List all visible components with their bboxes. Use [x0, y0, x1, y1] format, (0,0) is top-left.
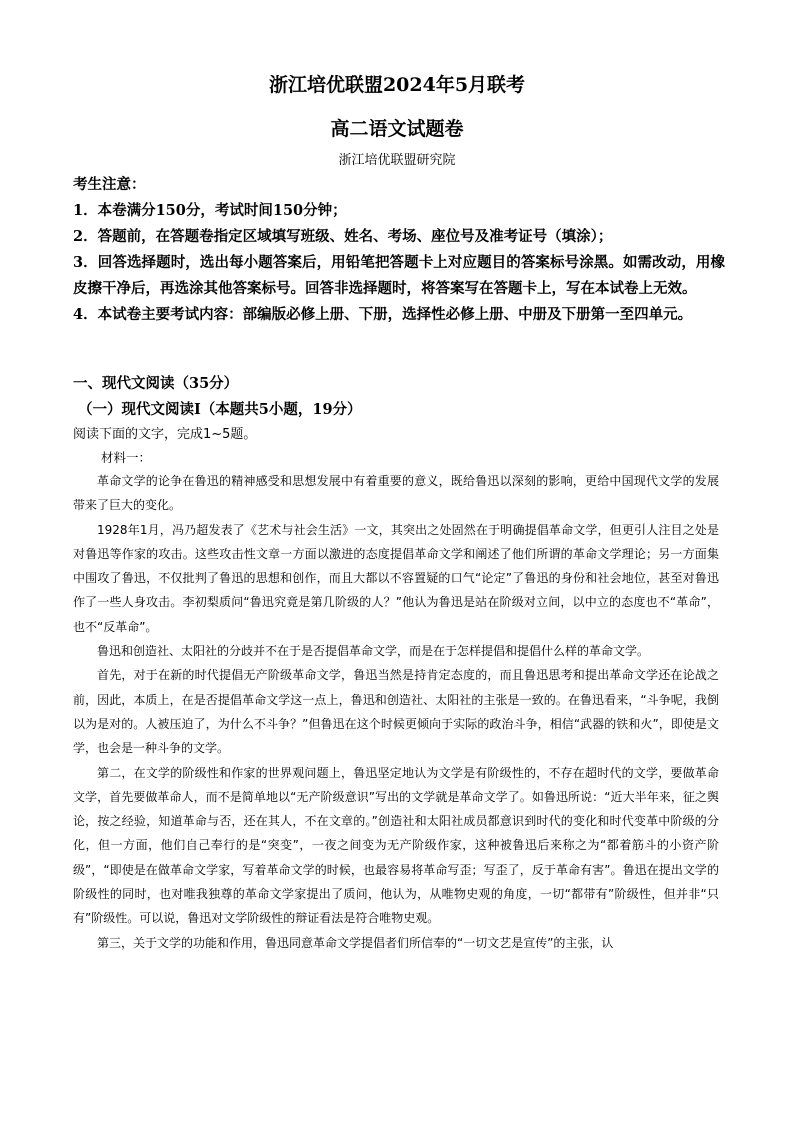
note-item: 2．答题前，在答题卷指定区域填写班级、姓名、考场、座位号及准考证号（填涂）；: [73, 228, 613, 245]
part-title: 一、现代文阅读（35分）: [73, 375, 239, 392]
note-item: 4．本试卷主要考试内容：部编版必修上册、下册，选择性必修上册、中册及下册第一至四单元。: [73, 306, 693, 323]
passage-paragraph: 1928年1月，冯乃超发表了《艺术与社会生活》一文，其突出之处固然在于明确提倡革命文学，但更引人注目之处是对鲁迅等作家的攻击。这些攻击性文章一方面以激进的态度提倡革命文学和阐述了他们所谓的革命文学理论；另一方面集中围攻了鲁迅，不仅批判了鲁迅的思想和创作，而且大都以不容置疑的口气“论定”了鲁迅的身份和社会地位，甚至对鲁迅作了一些人身攻击。李初梨质问“鲁迅究竟是第几阶级的人？”他认为鲁迅是站在阶级对立间，以中立的态度也不“革命”，也不“反革命”。: [73, 522, 719, 634]
candidate-notes: [73, 172, 725, 328]
passage-paragraph: 第二，在文学的阶级性和作家的世界观问题上，鲁迅坚定地认为文学是有阶级性的，不存在超时代的文学，要做革命文学，首先要做革命人，而不是简单地以“无产阶级意识”写出的文学就是革命文学了。如鲁迅所说：“近大半年来，征之舆论，按之经验，知道革命与否，还在其人，不在文章的。”创造社和太阳社成员都意识到时代的变化和时代变革中阶级的分化，但一方面，他们自己奉行的是“突变”，一夜之间变为无产阶级作家，这种被鲁迅后来称之为“都着筋斗的小资产阶级”，“即使是在做革命文学家，写着革命文学的时候，也最容易将革命写歪；写歪了，反于革命有害”。鲁迅在提出文学的阶级性的同时，也对唯我独尊的革命文学家提出了质问，他认为，从唯物史观的角度，一切“都带有”阶级性，但并非“只有”阶级性。可以说，鲁迅对文学阶级性的辩证看法是符合唯物史观。: [73, 765, 719, 926]
reading-instruction: 阅读下面的文字，完成1~5题。: [73, 427, 257, 442]
passage-paragraph: 首先，对于在新的时代提倡无产阶级革命文学，鲁迅当然是持肯定态度的，而且鲁迅思考和提出革命文学还在论战之前，因此，本质上，在是否提倡革命文学这一点上，鲁迅和创造社、太阳社的主张是一致的。在鲁迅看来，“斗争呢，我倒以为是对的。人被压迫了，为什么不斗争？”但鲁迅在这个时候更倾向于实际的政治斗争，相信“武器的铁和火”，即使是文学，也会是一种斗争的文学。: [73, 668, 719, 756]
exam-title: 浙江培优联盟2024年5月联考: [268, 74, 526, 96]
passage-paragraph: 革命文学的论争在鲁迅的精神感受和思想发展中有着重要的意义，既给鲁迅以深刻的影响，更给中国现代文学的发展带来了巨大的变化。: [73, 474, 719, 513]
passage-paragraph: 第三，关于文学的功能和作用，鲁迅同意革命文学提倡者们所信奉的“一切文艺是宣传”的主张，认: [97, 935, 614, 950]
organization-name: 浙江培优联盟研究院: [338, 153, 456, 168]
notes-heading: 考生注意：: [73, 176, 146, 193]
reading-passage: [73, 469, 719, 955]
exam-subtitle: 高二语文试题卷: [330, 118, 464, 140]
note-item: 3．回答选择题时，选出每小题答案后，用铅笔把答题卡上对应题目的答案标号涂黑。如需改动，用橡皮擦干净后，再选涂其他答案标号。回答非选择题时，将答案写在答题卡上，写在本试卷上无效。: [73, 254, 725, 297]
note-item: 1．本卷满分150分，考试时间150分钟；: [73, 202, 347, 219]
passage-paragraph: 鲁迅和创造社、太阳社的分歧并不在于是否提倡革命文学，而是在于怎样提倡和提倡什么样的革命文学。: [97, 644, 650, 659]
sub-section-title: （一）现代文阅读Ⅰ（本题共5小题，19分）: [78, 401, 362, 418]
material-label: 材料一：: [101, 450, 152, 465]
